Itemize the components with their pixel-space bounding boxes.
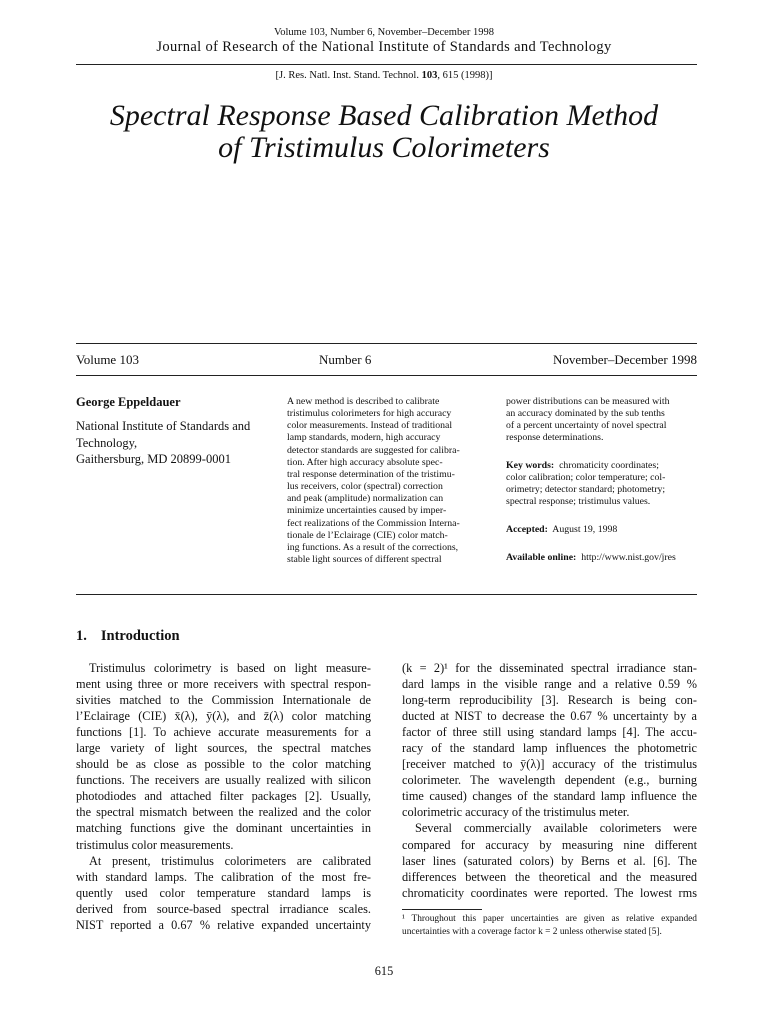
accepted-date: Accepted: August 19, 1998 bbox=[506, 524, 618, 535]
author-name: George Eppeldauer bbox=[76, 395, 181, 409]
accepted-label: Accepted: bbox=[506, 524, 548, 535]
meta-top-rule bbox=[76, 343, 697, 344]
header-rule bbox=[76, 64, 697, 65]
abstract-bottom-rule bbox=[76, 594, 697, 595]
issue-line: Volume 103, Number 6, November–December 1998 bbox=[274, 27, 494, 38]
citation-volume: 103 bbox=[421, 70, 438, 81]
section-title: Introduction bbox=[100, 628, 180, 644]
title-line-1: Spectral Response Based Calibration Method bbox=[109, 99, 659, 132]
paper-title bbox=[0, 100, 768, 164]
author-affiliation: National Institute of Standards and Technology, Gaithersburg, MD 20899-0001 bbox=[76, 419, 251, 466]
online-url[interactable]: http://www.nist.gov/jres bbox=[581, 552, 676, 563]
footnote: ¹ Throughout this paper uncertainties are given as relative expanded uncertainties with a coverage factor k = 2 unless otherwise stated [5]. bbox=[402, 914, 697, 937]
keywords-label: Key words: bbox=[506, 460, 555, 471]
title-line-2: of Tristimulus Colorimeters bbox=[218, 131, 550, 164]
journal-name: Journal of Research of the National Institute of Standards and Technology bbox=[156, 39, 612, 55]
abstract-column-2: power distributions can be measured with an accuracy dominated by the sub tenths of a percent uncertainty of novel spectral response determinations. bbox=[506, 396, 670, 444]
keywords: Key words: chromaticity coordinates; color calibration; color temperature; col- orimetry; detector standard; photometry; spectral response; tristimulus values. bbox=[506, 460, 666, 508]
available-online bbox=[506, 552, 676, 564]
section-heading bbox=[76, 628, 180, 645]
meta-volume: Volume 103 bbox=[76, 352, 139, 367]
footnote-rule bbox=[402, 909, 482, 910]
meta-date: November–December 1998 bbox=[552, 352, 697, 367]
meta-bottom-rule bbox=[76, 375, 697, 376]
section-number: 1. bbox=[76, 628, 87, 644]
meta-number: Number 6 bbox=[319, 352, 372, 367]
available-online-label: Available online: bbox=[506, 552, 577, 563]
body-left-column: Tristimulus colorimetry is based on light measure- ment using three or more receivers with spectral respon- sivities matched to the Commission Internationale de l’Eclairage (CIE) x̄(λ), ȳ(λ), and z̄(λ) color matching functions [1]. To achieve accurate measurements for a large variety of light sources, the spectral matches should be as close as possible to the color matching functions. The receivers are usually realized with silicon photodiodes and attached filter packages [2]. Usually, the spectral mismatch between the realized and the color matching functions give the dominant uncertainties in tristimulus color measurements. At present, tristimulus colorimeters are calibrated with standard lamps. The calibration of the most fre- quently used color temperature standard lamps is derived from source-based spectral irradiance scales. NIST reported a 0.67 % relative expanded uncertainty bbox=[76, 661, 371, 932]
page-number: 615 bbox=[374, 964, 394, 978]
abstract-column-1: A new method is described to calibrate tristimulus colorimeters for high accuracy color measurements. Instead of traditional lamp standards, modern, high accuracy detector standards are suggested for calibra- tion. After high accuracy absolute spec- tral response determination of the tristimu- lus receivers, color (spectral) correction and peak (amplitude) normalization can minimize uncertainties caused by imper- fect realizations of the Commission Interna- tionale de l’Eclairage (CIE) color match- ing functions. As a result of the corrections, stable light sources of different spectral bbox=[287, 396, 460, 566]
body-right-column: (k = 2)¹ for the disseminated spectral irradiance stan- dard lamps in the visible range and a relative 0.59 % long-term reproducibility [3]. Research is being con- ducted at NIST to decrease the 0.67 % uncertainty by a factor of three still using standard lamps [4]. The accu- racy of the standard lamp influences the photometric [receiver matched to ȳ(λ)] accuracy of the tristimulus colorimeter. The wavelength dependent (e.g., burning time caused) changes of the standard lamp influence the colorimetric accuracy of the tristimulus meter. Several commercially available colorimeters were compared for accuracy by measuring nine different laser lines (saturated colors) by Berns et al. [6]. The differences between the theoretical and the measured chromaticity coordinates were reported. The lowest rms bbox=[402, 661, 697, 900]
citation: [J. Res. Natl. Inst. Stand. Technol. 103, 615 (1998)] bbox=[275, 70, 493, 81]
